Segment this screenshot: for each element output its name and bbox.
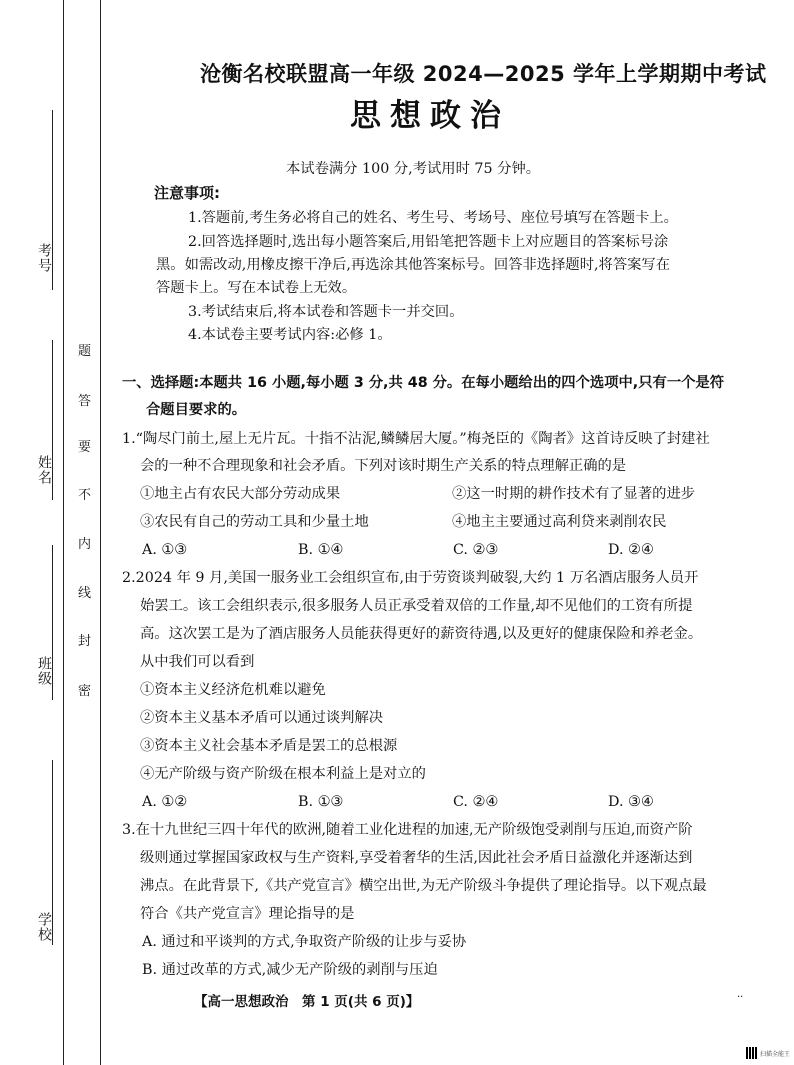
exam-number-blank[interactable] (52, 110, 53, 290)
q2-option-4: ④无产阶级与资产阶级在根本利益上是对立的 (140, 766, 426, 782)
seal-char: 答 (78, 394, 92, 409)
q1-answer-c[interactable]: C. ②③ (453, 542, 499, 558)
seal-char: 密 (78, 684, 92, 699)
q2-answer-a[interactable]: A. ①② (142, 794, 188, 810)
q2-option-3: ③资本主义社会基本矛盾是罢工的总根源 (140, 738, 398, 754)
q2-answer-b[interactable]: B. ①③ (298, 794, 344, 810)
notice-heading: 注意事项: (154, 184, 220, 202)
notice-line: 3.考试结束后,将本试卷和答题卡一并交回。 (188, 304, 464, 320)
school-blank[interactable] (52, 760, 53, 945)
question-3-stem: 沸点。在此背景下,《共产党宣言》横空出世,为无产阶级斗争提供了理论指导。以下观点最 (140, 878, 707, 894)
seal-char: 内 (78, 537, 92, 552)
q2-option-2: ②资本主义基本矛盾可以通过谈判解决 (140, 710, 384, 726)
notice-line: 4.本试卷主要考试内容:必修 1。 (188, 327, 392, 343)
exam-title: 沧衡名校联盟高一年级 2024—2025 学年上学期期中考试 (200, 62, 767, 86)
q1-answer-d[interactable]: D. ②④ (608, 542, 654, 558)
q2-answer-c[interactable]: C. ②④ (453, 794, 499, 810)
question-2-stem: 2.2024 年 9 月,美国一服务业工会组织宣布,由于劳资谈判破裂,大约 1 万名酒店服务人员开 (122, 570, 699, 586)
q2-option-1: ①资本主义经济危机难以避免 (140, 682, 326, 698)
school-label: 学校 (36, 912, 52, 942)
binding-margin (0, 0, 120, 1065)
notice-line: 2.回答选择题时,选出每小题答案后,用铅笔把答题卡上对应题目的答案标号涂 (188, 234, 669, 250)
q1-option-2: ②这一时期的耕作技术有了显著的进步 (452, 486, 696, 502)
q3-option-a[interactable]: A. 通过和平谈判的方式,争取资产阶级的让步与妥协 (142, 934, 467, 950)
binding-line-right (100, 0, 101, 1065)
seal-char: 题 (78, 344, 92, 359)
footer-dots: ·· (737, 992, 744, 1003)
name-label: 姓名 (36, 455, 52, 485)
question-3-stem: 级则通过掌握国家政权与生产资料,享受着奢华的生活,因此社会矛盾日益激化并逐渐达到 (140, 850, 693, 866)
q2-answer-d[interactable]: D. ③④ (608, 794, 654, 810)
binding-line-left (63, 0, 64, 1065)
q1-option-3: ③农民有自己的劳动工具和少量土地 (140, 514, 369, 530)
question-1-stem: 1.“陶尽门前土,屋上无片瓦。十指不沾泥,鳞鳞居大厦。”梅尧臣的《陶者》这首诗反映了封建社 (122, 431, 710, 447)
page-footer: 【高一思想政治 第 1 页(共 6 页)】 (194, 994, 420, 1010)
question-2-stem: 从中我们可以看到 (140, 654, 255, 670)
question-3-stem: 3.在十九世纪三四十年代的欧洲,随着工业化进程的加速,无产阶级饱受剥削与压迫,而资产阶 (122, 822, 693, 838)
seal-char: 要 (78, 440, 92, 455)
notice-line: 1.答题前,考生务必将自己的姓名、考生号、考场号、座位号填写在答题卡上。 (188, 210, 678, 226)
section-heading: 一、选择题:本题共 16 小题,每小题 3 分,共 48 分。在每小题给出的四个选项中,只有一个是符 (122, 375, 725, 391)
exam-number-label: 考号 (36, 243, 52, 273)
seal-char: 封 (78, 634, 92, 649)
notice-line: 答题卡上。写在本试卷上无效。 (156, 280, 357, 296)
q3-option-b[interactable]: B. 通过改革的方式,减少无产阶级的剥削与压迫 (142, 962, 438, 978)
question-2-stem: 高。这次罢工是为了酒店服务人员能获得更好的薪资待遇,以及更好的健康保险和养老金。 (140, 626, 703, 642)
seal-char: 不 (78, 488, 92, 503)
name-blank[interactable] (52, 340, 53, 500)
notice-line: 黑。如需改动,用橡皮擦干净后,再选涂其他答案标号。回答非选择题时,将答案写在 (156, 257, 671, 273)
question-1-stem: 会的一种不合理现象和社会矛盾。下列对该时期生产关系的特点理解正确的是 (140, 458, 627, 474)
q1-answer-a[interactable]: A. ①③ (142, 542, 188, 558)
q1-option-1: ①地主占有农民大部分劳动成果 (140, 486, 341, 502)
scanner-watermark: 扫描全能王 (760, 1051, 791, 1058)
question-3-stem: 符合《共产党宣言》理论指导的是 (140, 906, 355, 922)
seal-char: 线 (78, 586, 92, 601)
q1-answer-b[interactable]: B. ①④ (298, 542, 344, 558)
subject-title: 思想政治 (350, 98, 510, 134)
exam-info: 本试卷满分 100 分,考试用时 75 分钟。 (286, 161, 541, 177)
q1-option-4: ④地主主要通过高利贷来剥削农民 (452, 514, 667, 530)
question-2-stem: 始罢工。该工会组织表示,很多服务人员正承受着双倍的工作量,却不见他们的工资有所提 (140, 598, 693, 614)
qr-code-icon (746, 1047, 758, 1059)
class-blank[interactable] (52, 545, 53, 700)
section-heading: 合题目要求的。 (146, 402, 247, 418)
class-label: 班级 (36, 656, 52, 686)
